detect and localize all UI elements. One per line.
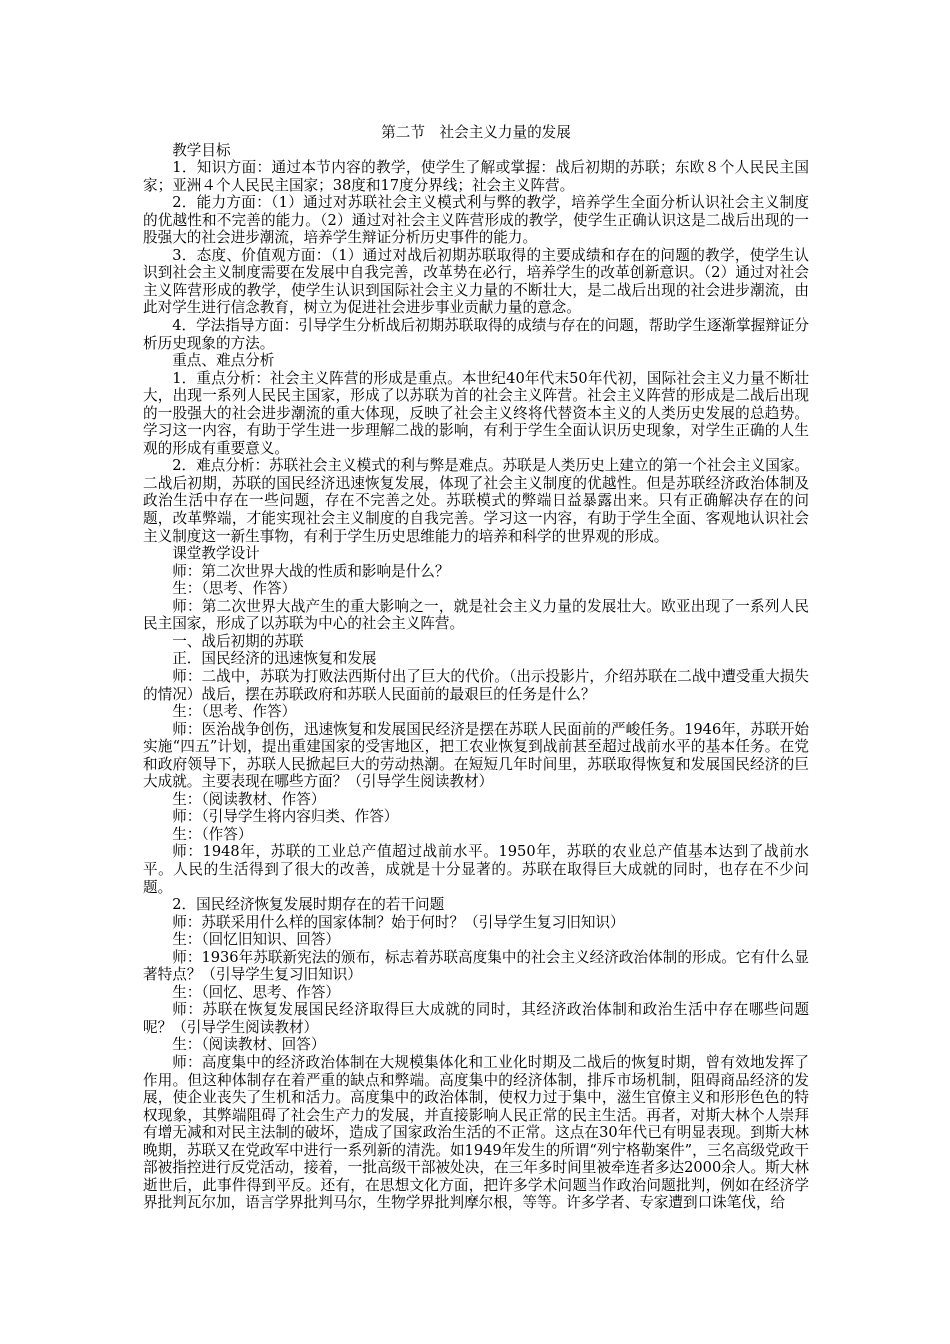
paragraph: 1．知识方面：通过本节内容的教学，使学生了解或掌握：战后初期的苏联；东欧８个人民民主国家；亚洲４个人民民主国家；38度和17度分界线；社会主义阵营。 (143, 159, 809, 194)
paragraph: 师：（引导学生将内容归类、作答） (172, 808, 399, 826)
document-body (143, 142, 809, 1212)
paragraph: 师：第二次世界大战的性质和影响是什么？ (172, 562, 450, 580)
section-heading: 课堂教学设计 (172, 545, 260, 563)
paragraph: 1．重点分析：社会主义阵营的形成是重点。本世纪40年代末50年代初，国际社会主义力量不断壮大，出现一系列人民民主国家，形成了以苏联为首的社会主义阵营。社会主义阵营的形成是二战后出现的一股强大的社会进步潮流的重大体现，反映了社会主义终将代替资本主义的人类历史发展的总趋势。学习这一内容，有助于学生进一步理解二战的影响，有利于学生全面认识历史现象，对学生正确的人生观的形成有重要意义。 (143, 369, 809, 457)
paragraph: 生：（回忆、思考、作答） (172, 983, 341, 1001)
paragraph: 生：（作答） (172, 825, 253, 843)
paragraph: 2．能力方面：（1）通过对苏联社会主义模式利与弊的教学，培养学生全面分析认识社会主义制度的优越性和不完善的能力。（2）通过对社会主义阵营形成的教学，使学生正确认识这是二战后出现的一股强大的社会进步潮流，培养学生辩证分析历史事件的能力。 (143, 194, 809, 247)
paragraph: 3．态度、价值观方面：（1）通过对战后初期苏联取得的主要成绩和存在的问题的教学，使学生认识到社会主义制度需要在发展中自我完善，改革势在必行，培养学生的改革创新意识。（2）通过对社会主义阵营形成的教学，使学生认识到国际社会主义力量的不断壮大，是二战后出现的社会进步潮流，由此对学生进行信念教育，树立为促进社会进步事业贡献力量的意念。 (143, 246, 809, 317)
paragraph: 生：（回忆旧知识、回答） (172, 931, 341, 949)
paragraph: 师：医治战争创伤，迅速恢复和发展国民经济是摆在苏联人民面前的严峻任务。1946年，苏联开始实施“四五”计划，提出重建国家的受害地区，把工农业恢复到战前甚至超过战前水平的基本任务。在党和政府领导下，苏联人民掀起巨大的劳动热潮。在短短几年时间里，苏联取得恢复和发展国民经济的巨大成就。主要表现在哪些方面？（引导学生阅读教材） (143, 720, 809, 791)
section-heading: 教学目标 (172, 141, 231, 159)
paragraph: 生：（思考、作答） (172, 703, 297, 721)
document-page (143, 124, 809, 1212)
section-heading: 2．国民经济恢复发展时期存在的若干问题 (172, 896, 445, 914)
paragraph: 师：1948年，苏联的工业总产值超过战前水平。1950年，苏联的农业总产值基本达到了战前水平。人民的生活得到了很大的改善，成就是十分显著的。苏联在取得巨大成就的同时，也存在不少问题。 (143, 843, 809, 896)
paragraph: 师：苏联采用什么样的国家体制？始于何时？（引导学生复习旧知识） (172, 913, 625, 931)
paragraph: 2．难点分析：苏联社会主义模式的利与弊是难点。苏联是人类历史上建立的第一个社会主义国家。二战后初期，苏联的国民经济迅速恢复发展，体现了社会主义制度的优越性。但是苏联经济政治体制及政治生活中存在一些问题，存在不完善之处。苏联模式的弊端日益暴露出来。只有正确解决存在的问题，改革弊端，才能实现社会主义制度的自我完善。学习这一内容，有助于学生全面、客观地认识社会主义制度这一新生事物，有利于学生历史思维能力的培养和科学的世界观的形成。 (143, 457, 810, 545)
section-heading: 正．国民经济的迅速恢复和发展 (172, 650, 377, 668)
paragraph: 生：（阅读教材、作答） (172, 790, 326, 808)
paragraph: 师：二战中，苏联为打败法西斯付出了巨大的代价。（出示投影片，介绍苏联在二战中遭受重大损失的情况）战后，摆在苏联政府和苏联人民面前的最艰巨的任务是什么？ (143, 667, 809, 703)
paragraph: 生：（阅读教材、回答） (172, 1036, 326, 1054)
section-heading: 重点、难点分析 (172, 352, 275, 370)
paragraph: 师：苏联在恢复发展国民经济取得巨大成就的同时，其经济政治体制和政治生活中存在哪些问题呢？（引导学生阅读教材） (143, 1001, 809, 1036)
paragraph: 师：高度集中的经济政治体制在大规模集体化和工业化时期及二战后的恢复时期，曾有效地发挥了作用。但这种体制存在着严重的缺点和弊端。高度集中的经济体制，排斥市场机制，阻碍商品经济的发展，使企业丧失了生机和活力。高度集中的政治体制，使权力过于集中，滋生官僚主义和形形色色的特权现象，其弊端阻碍了社会生产力的发展，并直接影响人民正常的民主生活。再者，对斯大林个人崇拜有增无减和对民主法制的破坏，造成了国家政治生活的不正常。这点在30年代已有明显表现。到斯大林晚期，苏联又在党政军中进行一系列新的清洗。如1949年发生的所谓“列宁格勒案件”，三名高级党政干部被指控进行反党活动，接着，一批高级干部被处决，在三年多时间里被牵连者多达2000余人。斯大林逝世后，此事件得到平反。还有，在思想文化方面，把许多学术问题当作政治问题批判，例如在经济学界批判瓦尔加，语言学界批判马尔，生物学界批判摩尔根，等等。许多学者、专家遭到口诛笔伐，给 (143, 1053, 809, 1212)
paragraph: 4．学法指导方面：引导学生分析战后初期苏联取得的成绩与存在的问题，帮助学生逐渐掌握辩证分析历史现象的方法。 (143, 317, 810, 352)
page-title: 第二节 社会主义力量的发展 (381, 124, 571, 141)
paragraph: 生：（思考、作答） (172, 580, 297, 598)
paragraph: 师：第二次世界大战产生的重大影响之一，就是社会主义力量的发展壮大。欧亚出现了一系列人民民主国家，形成了以苏联为中心的社会主义阵营。 (143, 597, 809, 633)
section-heading: 一、战后初期的苏联 (172, 632, 304, 650)
paragraph: 师：1936年苏联新宪法的颁布，标志着苏联高度集中的社会主义经济政治体制的形成。它有什么显著特点？（引导学生复习旧知识） (143, 948, 809, 984)
